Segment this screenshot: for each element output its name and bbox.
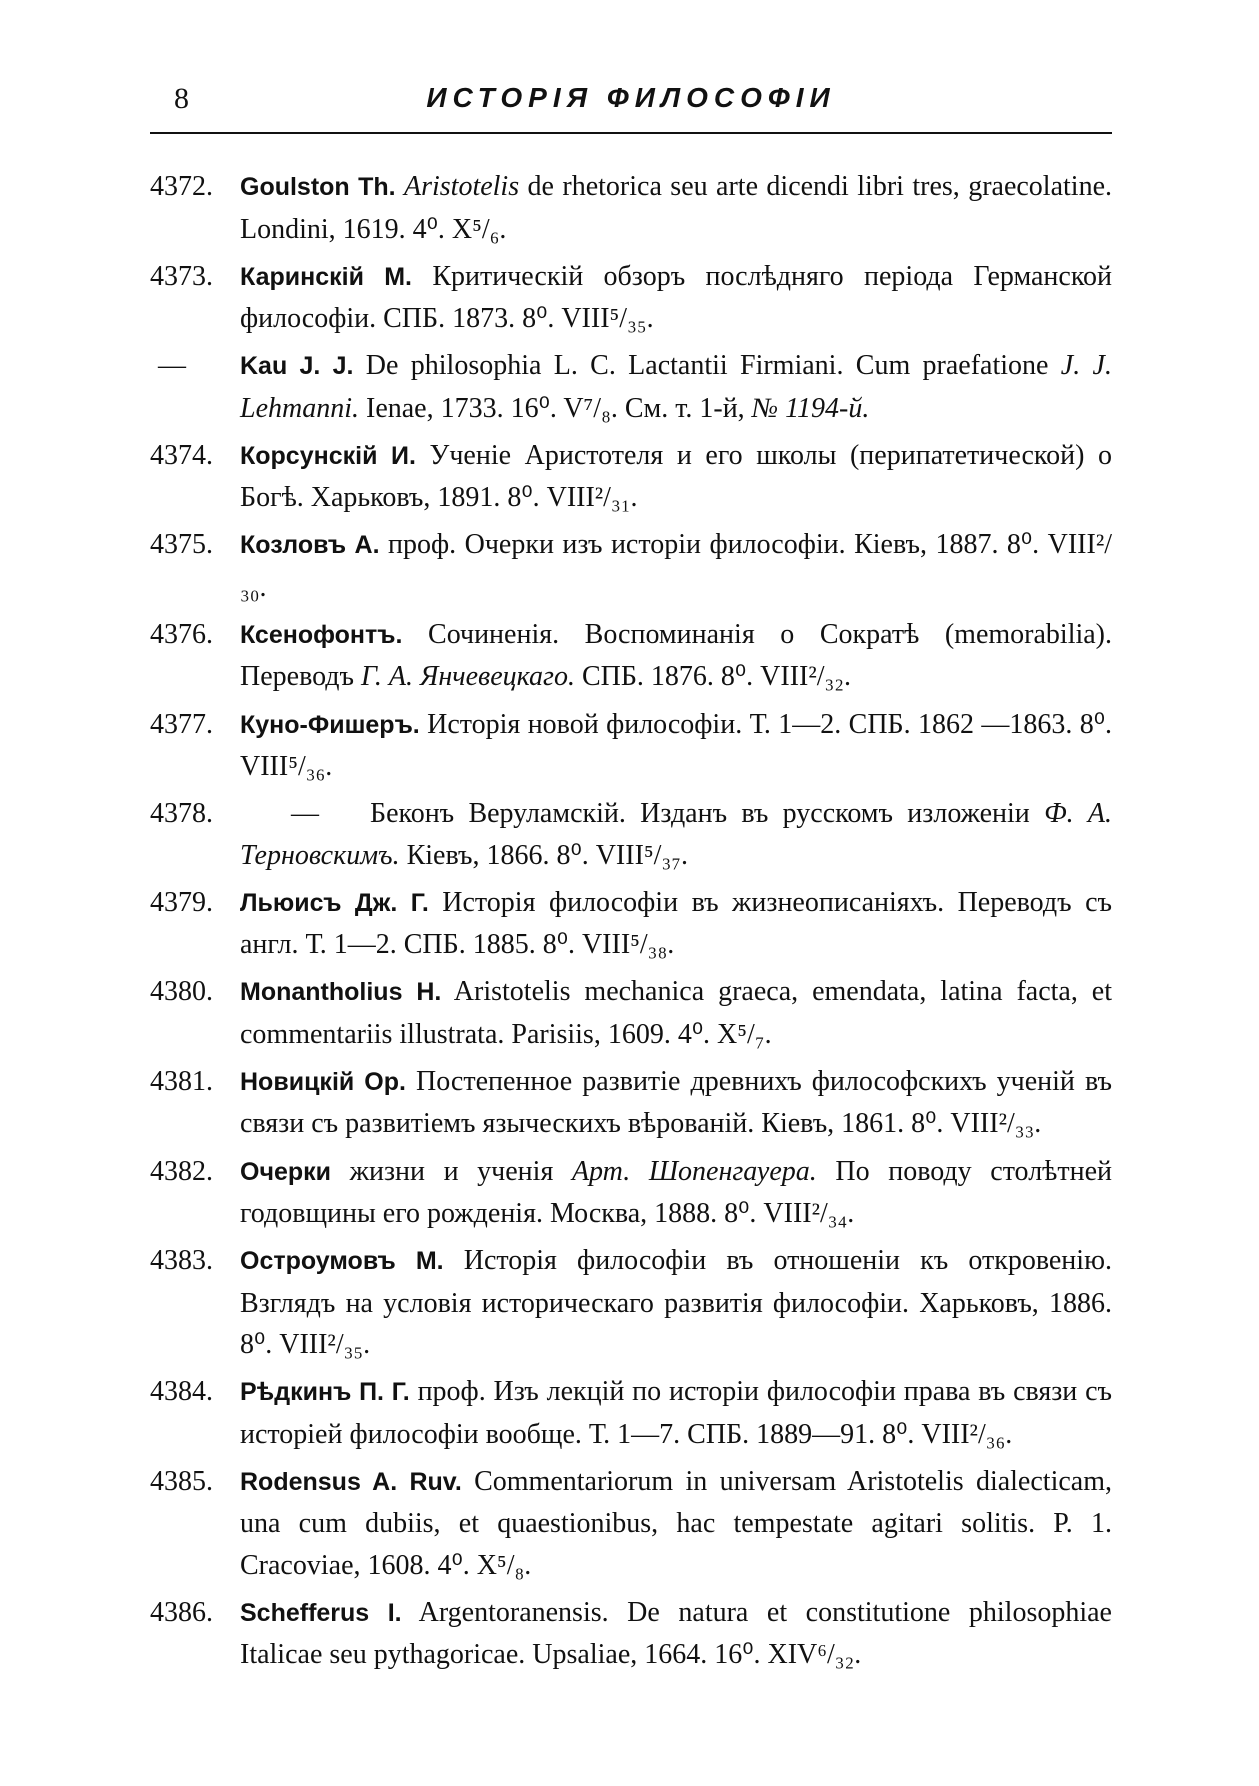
entry-text: Ienae, 1733. 16⁰. V⁷/₈. См. т. 1-й, — [359, 392, 752, 424]
entry-text: Беконъ Веруламскій. Изданъ въ русскомъ изложеніи — [370, 798, 1045, 830]
entry-text: Commentariorum in universam Aristotelis dialecticam, una cum dubiis, et quaestionibus, hac tempestate agitari solitis. P. 1. Cracoviae, 1608. 4⁰. X⁵/₈. — [240, 1465, 1112, 1581]
entry-number: 4384. — [150, 1376, 213, 1408]
entry-number: 4377. — [150, 708, 213, 740]
list-item — [150, 435, 1112, 519]
page-number: 8 — [174, 82, 189, 115]
entry-number: 4373. — [150, 260, 213, 292]
entry-author: Льюисъ Дж. Г. — [240, 888, 429, 917]
list-item — [150, 524, 1112, 608]
running-title: ИСТОРІЯ ФИЛОСОФІИ — [426, 82, 836, 113]
entry-number: 4372. — [150, 171, 213, 202]
entry-text: Ученіе Аристотеля и его школы (перипатетической) о Богѣ. Харьковъ, 1891. 8⁰. VIII²/₃₁. — [240, 439, 1112, 514]
entry-number: 4385. — [150, 1465, 213, 1497]
entry-author: Корсунскій И. — [240, 441, 416, 470]
entry-italic: Г. А. Янчевецкаго. — [361, 661, 575, 693]
list-item — [150, 345, 1112, 429]
list-item — [150, 256, 1112, 340]
list-item — [150, 793, 1112, 876]
entry-text: Кіевъ, 1866. 8⁰. VIII⁵/₃₇. — [399, 839, 688, 871]
entry-author: Каринскій М. — [240, 262, 412, 291]
entry-author: Goulston Th. — [240, 173, 396, 201]
entry-italic: Aristotelis — [403, 171, 520, 202]
list-item — [150, 882, 1112, 966]
entry-text: Постепенное развитіе древнихъ философскихъ ученій въ связи съ развитіемъ языческихъ вѣрованій. Кіевъ, 1861. 8⁰. VIII²/₃₃. — [240, 1065, 1112, 1140]
entry-number: 4378. — [150, 798, 213, 830]
list-item — [150, 1151, 1112, 1235]
header-rule — [150, 132, 1112, 134]
entry-number: 4380. — [150, 976, 213, 1008]
list-item — [150, 166, 1112, 250]
entry-text: Исторія философіи въ жизнеописаніяхъ. Переводъ съ англ. Т. 1—2. СПБ. 1885. 8⁰. VIII⁵/₃₈. — [240, 886, 1112, 961]
entry-author: Остроумовъ М. — [240, 1247, 444, 1276]
entry-number: 4383. — [150, 1245, 213, 1277]
entry-italic: J. J. Lehmanni. — [240, 350, 1112, 424]
entry-author: Kau J. J. — [240, 352, 354, 381]
entry-author: Monantholius H. — [240, 978, 442, 1007]
entry-list — [150, 166, 1112, 1682]
entry-text: de rhetorica seu arte dicendi libri tres, graecolatine. Londini, 1619. 4⁰. X⁵/₆. — [240, 171, 1112, 245]
entry-author: Новицкій Ор. — [240, 1067, 406, 1096]
entry-text: По поводу столѣтней годовщины его рожденія. Москва, 1888. 8⁰. VIII²/₃₄. — [240, 1155, 1112, 1230]
entry-italic: Ф. А. Терновскимъ. — [240, 798, 1112, 871]
page-header — [150, 82, 1112, 122]
entry-text — [396, 171, 404, 202]
list-item — [150, 614, 1112, 698]
entry-number: 4375. — [150, 529, 213, 561]
entry-text: СПБ. 1876. 8⁰. VIII²/₃₂. — [574, 661, 852, 693]
list-item — [150, 704, 1112, 788]
entry-text: проф. Изъ лекцій по исторіи философіи права въ связи съ исторіей философіи вообще. Т. 1—7. СПБ. 1889—91. 8⁰. VIII²/₃₆. — [240, 1376, 1112, 1450]
entry-text: Исторія философіи въ отношеніи къ откровенію. Взглядъ на условія историческаго развитія философіи. Харьковъ, 1886. 8⁰. VIII²/₃₅. — [240, 1245, 1112, 1361]
entry-number: 4381. — [150, 1065, 213, 1097]
entry-author: Ксенофонтъ. — [240, 620, 403, 649]
list-item — [150, 1061, 1112, 1145]
entry-author: Козловъ А. — [240, 531, 380, 560]
entry-text: проф. Очерки изъ исторіи философіи. Кіевъ, 1887. 8⁰. VIII²/₃₀. — [240, 529, 1113, 603]
entry-text: Argentoranensis. De natura et constitutione philosophiae Italicae seu pythagoricae. Upsaliae, 1664. 16⁰. XIV⁶/₃₂. — [240, 1596, 1112, 1671]
list-item — [150, 1592, 1112, 1676]
entry-author: Schefferus I. — [240, 1598, 402, 1627]
entry-number: 4374. — [150, 439, 213, 471]
list-item — [150, 1240, 1112, 1366]
list-item — [150, 1371, 1112, 1455]
list-item — [150, 1461, 1112, 1587]
entry-italic: Арт. Шопенгауера. — [571, 1155, 817, 1187]
entry-author: Очерки — [240, 1157, 332, 1186]
entry-number: 4382. — [150, 1155, 213, 1187]
entry-text: Сочиненія. Воспоминанія о Сократѣ (memorabilia). Переводъ — [240, 618, 1112, 693]
entry-text: De philosophia L. C. Lactantii Firmiani. Cum praefatione — [353, 350, 1061, 382]
list-item — [150, 971, 1112, 1055]
entry-author: Рѣдкинъ П. Г. — [240, 1378, 410, 1407]
entry-text: Исторія новой философіи. Т. 1—2. СПБ. 1862 —1863. 8⁰. VIII⁵/₃₆. — [240, 708, 1112, 783]
entry-number: 4386. — [150, 1596, 213, 1628]
entry-italic: № 1194-й. — [751, 392, 870, 424]
entry-author: Куно-Фишеръ. — [240, 710, 420, 739]
entry-text: Aristotelis mechanica graeca, emendata, latina facta, et commentariis illustrata. Parisiis, 1609. 4⁰. X⁵/₇. — [240, 976, 1113, 1050]
entry-text: жизни и ученія — [331, 1155, 572, 1187]
entry-number: 4379. — [150, 886, 213, 918]
entry-text: Критическій обзоръ послѣдняго періода Германской философіи. СПБ. 1873. 8⁰. VIII⁵/₃₅. — [240, 260, 1113, 335]
ditto-dash: — — [291, 798, 319, 830]
entry-number: 4376. — [150, 618, 213, 650]
entry-number: — — [158, 350, 186, 382]
entry-author: Rodensus A. Ruv. — [240, 1467, 462, 1496]
